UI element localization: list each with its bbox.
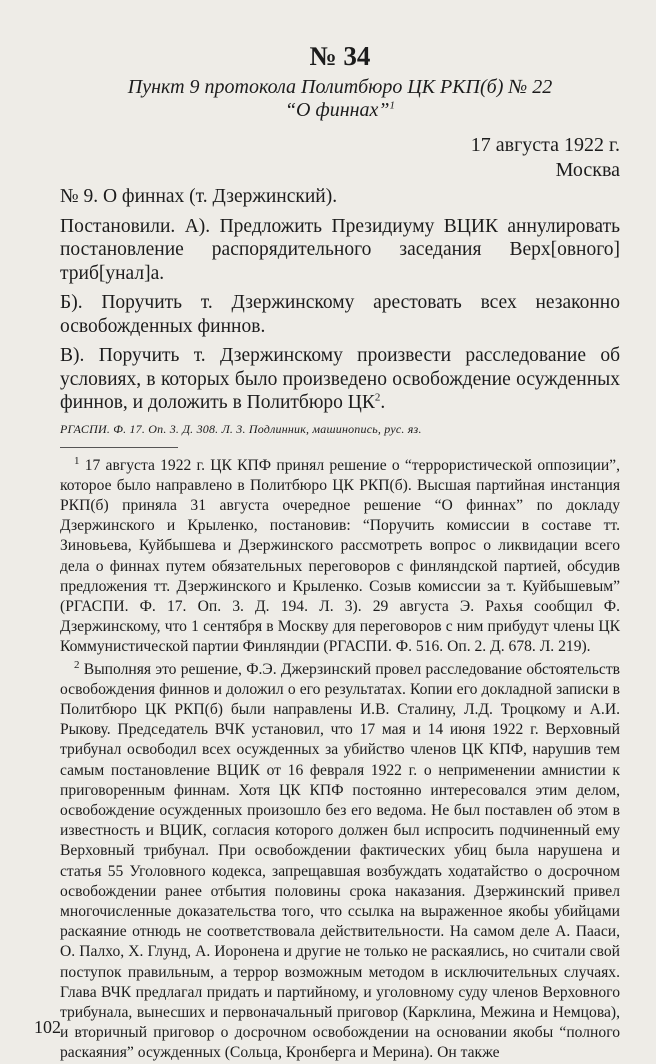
item-heading: № 9. О финнах (т. Дзержинский). bbox=[60, 186, 338, 207]
document-title-quote: “О финнах” bbox=[284, 99, 390, 121]
footnote-1 bbox=[60, 456, 620, 658]
resolution-c-text: В). Поручить т. Дзержинскому произвести расследование об условиях, в которых было произведено освобождение осужденных финнов, и доложить в Политбюро ЦК bbox=[60, 345, 620, 413]
archive-reference: РГАСПИ. Ф. 17. Оп. 3. Д. 308. Л. 3. Подлинник, машинопись, рус. яз. bbox=[60, 421, 422, 436]
document-title-line-2 bbox=[60, 99, 620, 122]
footnote-mark: 2 bbox=[74, 658, 80, 671]
footnote-text: Выполняя это решение, Ф.Э. Джерзинский провел расследование обстоятельств освобождения финнов и доложил о его результатах. Копии его докладной записки в Политбюро ЦК РКП(б) были направлены И.В. Сталину, Л.Д. Троцкому и А.И. Рыкову. Председатель ВЧК установил, что 17 мая и 14 июня 1922 г. Верховный трибунал освободил всех осужденных за убийство членов ЦК КПФ, нарушив тем самым постановление ВЦИК от 16 февраля 1922 г. о неприменении амнистии к приговоренным финнам. Хотя ЦК КПФ постоянно интересовался этим делом, освобождение осужденных произошло без его ведома. Не был поставлен об этом в известность и ВЦИК, согласия которого должен был испросить подчиненный ему Верховный трибунал. При освобождении фактических убиц была нарушена и статья 55 Уголовного кодекса, запрещавшая возбуждать ходатайство о досрочном освобождении ранее отбытия половины срока наказания. Дзержинский привел многочисленные доказательства того, что ссылка на выраженное якобы убийцами раскаяние отнюдь не соответствовала действительности. На самом деле А. Пааси, О. Палхо, Х. Глунд, А. Иоронена и другие не только не раскаялись, но считали свой поступок правильным, а террор возможным методом в исключительных случаях. Глава ВЧК предлагал придать и партийному, и уголовному суду членов Верховного трибунала, вынесших и первоначальный приговор (Карклина, Межина и Немцова), и вторичный приговор о досрочном освобождении на основании якобы “полного раскаяния” осужденных (Сольца, Кронберга и Мерина). Он также bbox=[60, 660, 620, 1062]
resolution-c bbox=[60, 344, 620, 415]
document-body bbox=[60, 185, 620, 415]
resolution-c-period: . bbox=[380, 392, 386, 413]
footnote-mark: 2 bbox=[374, 391, 381, 404]
footnote-divider bbox=[60, 447, 178, 448]
footnote-mark: 1 bbox=[389, 99, 396, 112]
page-number: 102 bbox=[34, 1017, 61, 1037]
document-number: № 34 bbox=[309, 41, 371, 71]
footnote-mark: 1 bbox=[74, 454, 80, 467]
document-title-line-1: Пункт 9 протокола Политбюро ЦК РКП(б) № 22 bbox=[127, 76, 553, 98]
document-date: 17 августа 1922 г. bbox=[470, 134, 620, 156]
document-place: Москва bbox=[555, 159, 620, 181]
footnotes bbox=[60, 456, 620, 1064]
date-place-block bbox=[60, 133, 620, 183]
footnote-text: 17 августа 1922 г. ЦК КПФ принял решение о “террористической оппозиции”, которое было направлено в Политбюро ЦК РКП(б). Высшая партийная инстанция РКП(б) приняла 31 августа очередное решение “О финнах” по докладу Дзержинского и Крыленко, постановив: “Поручить комиссии в составе тт. Зиновьева, Куйбышева и Дзержинского рассмотреть вопрос о ликвидации всего дела о финнах путем обязательных переговоров с финляндской партией, обсудив предложения тт. Дзержинского и Крыленко. Созыв комиссии за т. Куйбышевым” (РГАСПИ. Ф. 17. Оп. 3. Д. 194. Л. 3). 29 августа Э. Рахья сообщил Ф. Дзержинскому, что 1 сентября в Москву для переговоров с ним прибудут члены ЦК Коммунистической партии Финляндии (РГАСПИ. Ф. 516. Оп. 2. Д. 678. Л. 219). bbox=[60, 456, 620, 656]
footnote-2 bbox=[60, 660, 620, 1064]
document-title bbox=[60, 76, 620, 122]
resolution-a: Постановили. А). Предложить Президиуму ВЦИК аннулировать постановление распорядительного заседания Верх[овного] триб[унал]а. bbox=[60, 215, 620, 284]
resolution-b: Б). Поручить т. Дзержинскому арестовать всех незаконно освобожденных финнов. bbox=[60, 292, 620, 337]
